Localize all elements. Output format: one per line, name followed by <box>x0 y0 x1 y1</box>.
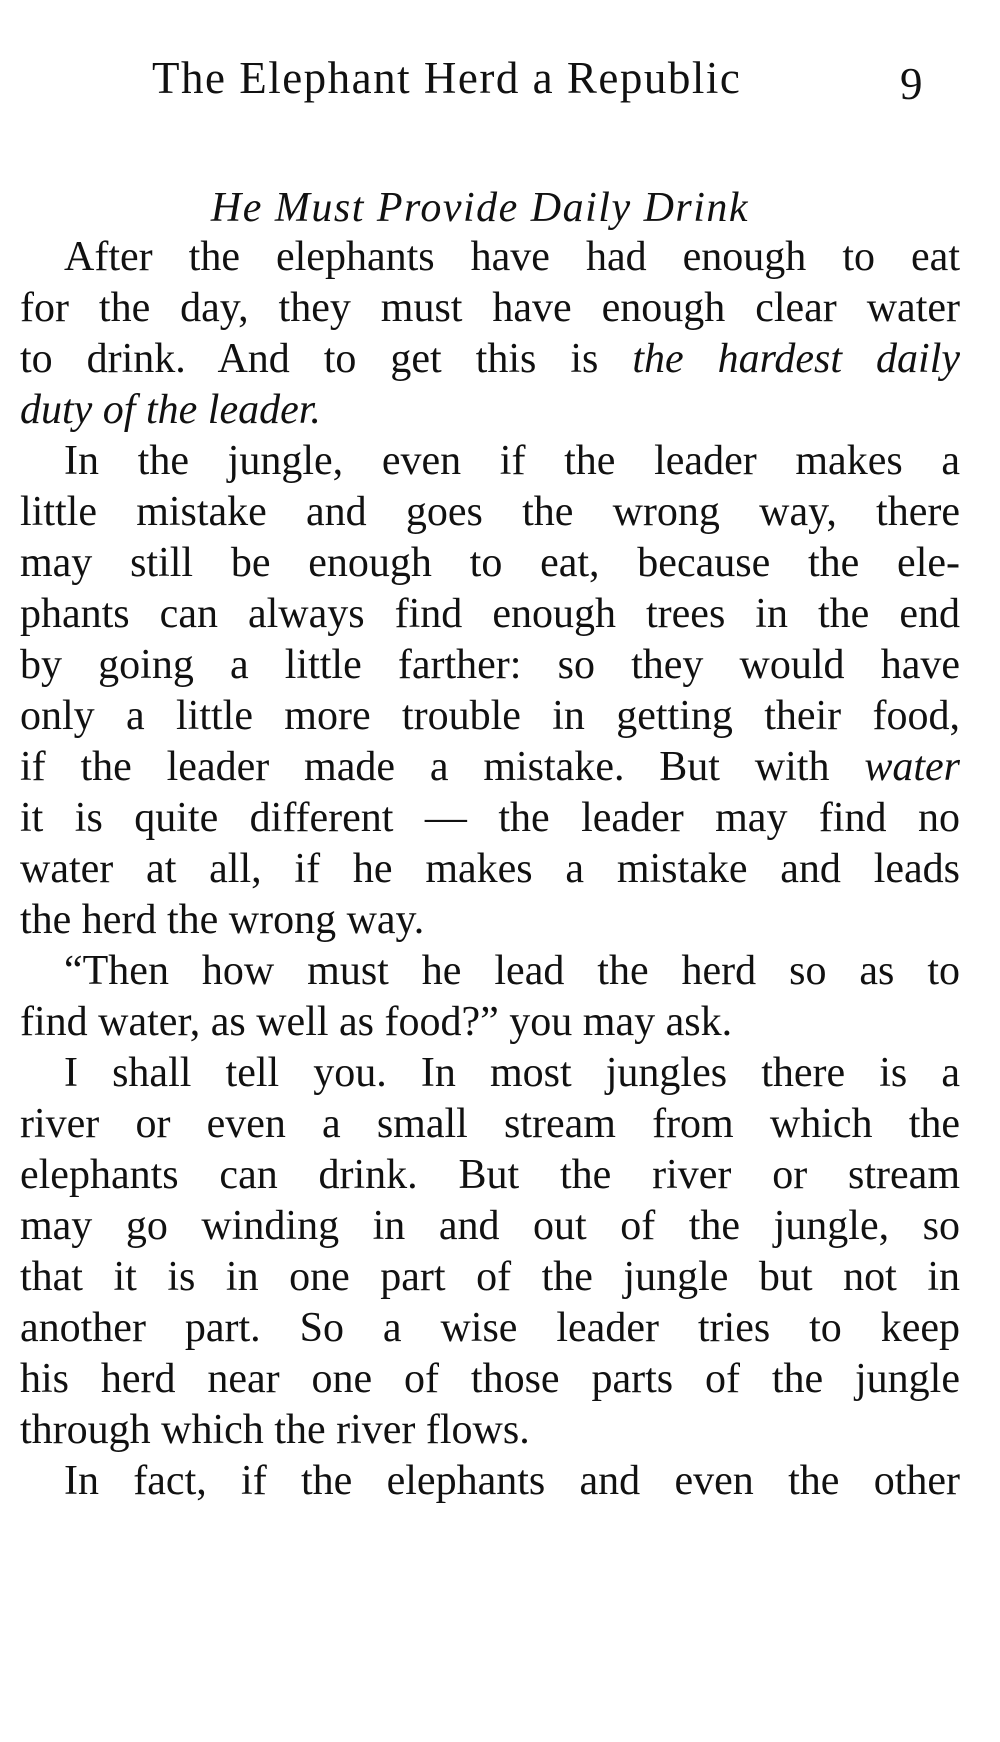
text-segment: may go winding in and out of the jungle, so <box>20 1203 960 1249</box>
text-line <box>20 844 960 895</box>
text-line <box>20 1303 960 1354</box>
italic-text: water <box>864 744 960 790</box>
text-segment: may still be enough to eat, because the ele- <box>20 540 960 586</box>
text-line <box>20 997 960 1048</box>
text-segment: the herd the wrong way. <box>20 897 425 943</box>
text-line <box>20 1099 960 1150</box>
text-segment: through which the river flows. <box>20 1407 530 1453</box>
text-segment: if the leader made a mistake. But with <box>20 744 865 790</box>
text-line <box>20 1456 960 1507</box>
text-segment: find water, as well as food?” you may ask. <box>20 999 733 1045</box>
text-segment: elephants can drink. But the river or stream <box>20 1152 960 1198</box>
text-segment: only a little more trouble in getting their food, <box>20 693 960 739</box>
text-segment: After the elephants have had enough to eat <box>64 234 960 280</box>
running-title: The Elephant Herd a Republic <box>152 53 742 103</box>
text-line <box>20 1354 960 1405</box>
text-line <box>20 640 960 691</box>
text-line <box>20 436 960 487</box>
text-line <box>20 793 960 844</box>
text-segment: another part. So a wise leader tries to keep <box>20 1305 960 1351</box>
italic-text: duty of the leader. <box>20 387 321 433</box>
text-line <box>20 589 960 640</box>
page-number: 9 <box>900 59 923 109</box>
text-line <box>20 487 960 538</box>
text-segment: it is quite different — the leader may find no <box>20 795 960 841</box>
text-line <box>20 1201 960 1252</box>
text-line <box>20 895 960 946</box>
italic-text: the hardest daily <box>632 336 960 382</box>
body-text <box>20 232 960 1507</box>
text-segment: his herd near one of those parts of the jungle <box>20 1356 960 1402</box>
text-line <box>20 946 960 997</box>
text-segment: little mistake and goes the wrong way, there <box>20 489 960 535</box>
text-line <box>20 742 960 793</box>
text-line <box>20 1252 960 1303</box>
text-line <box>20 1048 960 1099</box>
section-heading: He Must Provide Daily Drink <box>210 185 750 231</box>
text-segment: In the jungle, even if the leader makes a <box>64 438 960 484</box>
text-segment: by going a little farther: so they would have <box>20 642 960 688</box>
text-segment: to drink. And to get this is <box>20 336 633 382</box>
text-line <box>20 691 960 742</box>
text-line <box>20 385 960 436</box>
text-segment: In fact, if the elephants and even the other <box>64 1458 960 1504</box>
text-segment: “Then how must he lead the herd so as to <box>64 948 960 994</box>
text-segment: for the day, they must have enough clear water <box>20 285 960 331</box>
text-line <box>20 538 960 589</box>
text-segment: I shall tell you. In most jungles there is a <box>64 1050 960 1096</box>
text-segment: river or even a small stream from which the <box>20 1101 960 1147</box>
text-segment: phants can always find enough trees in the end <box>20 591 960 637</box>
text-segment: that it is in one part of the jungle but not in <box>20 1254 960 1300</box>
text-line <box>20 334 960 385</box>
text-line <box>20 1150 960 1201</box>
text-line <box>20 232 960 283</box>
running-head <box>0 52 1000 112</box>
text-segment: water at all, if he makes a mistake and leads <box>20 846 960 892</box>
text-line <box>20 1405 960 1456</box>
text-line <box>20 283 960 334</box>
